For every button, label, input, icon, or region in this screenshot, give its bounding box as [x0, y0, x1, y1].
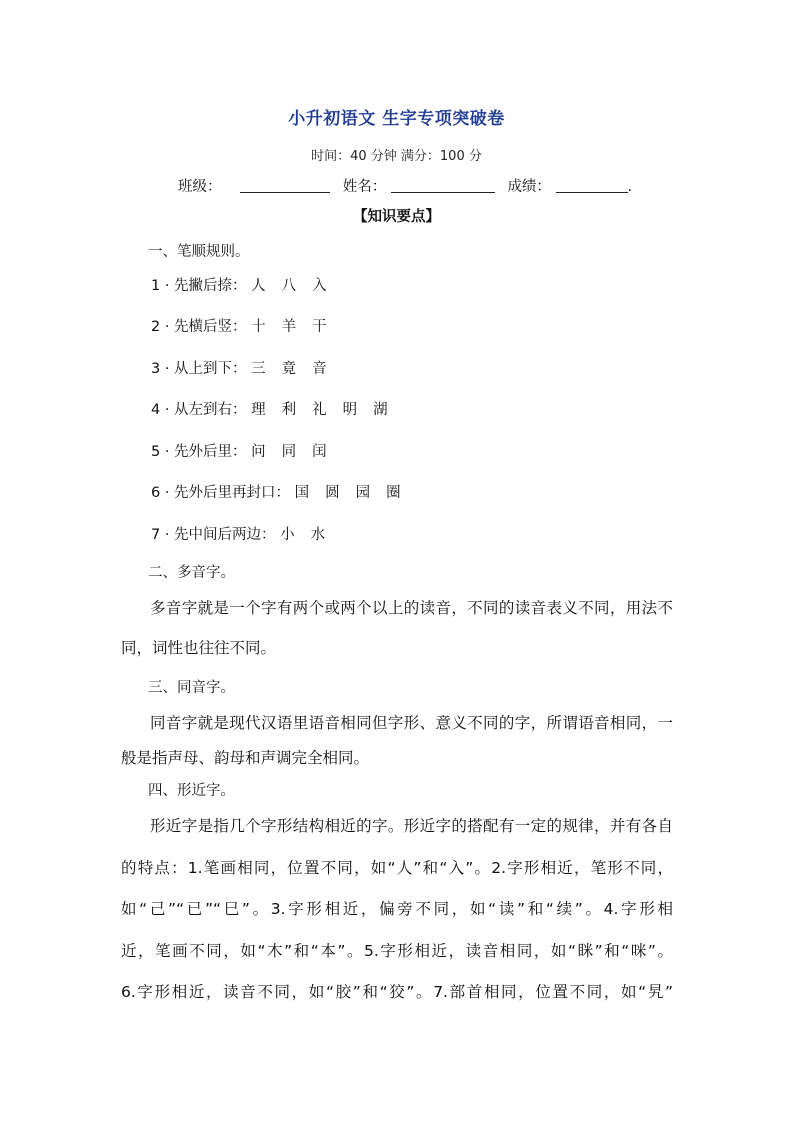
rule-char: 圈 — [386, 485, 401, 501]
rule-char: 小 — [280, 527, 295, 543]
exam-meta: 时间：40 分钟 满分：100 分 — [311, 149, 482, 164]
section-heading: 【知识要点】 — [353, 209, 440, 225]
score-label: 成绩： — [507, 179, 551, 195]
info-trail: . — [627, 179, 633, 195]
rule-char: 八 — [281, 278, 297, 294]
s3-line-1: 同音字就是现代汉语里语音相同但字形、意义不同的字，所谓语音相同，一 — [150, 714, 673, 732]
rule-5 — [151, 440, 343, 461]
rule-label: 7 · 先中间后两边： — [151, 527, 276, 543]
document-title: 小升初语文 生字专项突破卷 — [288, 109, 505, 129]
s2-line-1: 多音字就是一个字有两个或两个以上的读音，不同的读音表义不同，用法不 — [150, 599, 673, 617]
rule-3 — [151, 357, 343, 378]
rule-4 — [151, 398, 404, 419]
name-label: 姓名： — [342, 179, 387, 195]
s4-line-5: 6.字形相近，读音不同，如“胶”和“狡”。7.部首相同，位置不同，如“旯” — [121, 983, 673, 1001]
s4-heading: 四、形近字。 — [148, 783, 235, 799]
score-blank[interactable] — [556, 178, 628, 193]
rule-char: 同 — [281, 444, 297, 460]
s1-heading: 一、笔顺规则。 — [148, 244, 250, 260]
rule-char: 人 — [251, 278, 266, 294]
s3-line-2: 般是指声母、韵母和声调完全相同。 — [121, 749, 370, 767]
rule-label: 6 · 先外后里再封口： — [151, 485, 291, 501]
class-blank[interactable] — [240, 178, 330, 193]
rule-label: 1 · 先撇后捺： — [151, 278, 247, 294]
rule-char: 羊 — [281, 319, 297, 335]
s4-line-2: 的特点：1.笔画相同，位置不同，如“人”和“入”。2.字形相近，笔形不同， — [121, 859, 673, 877]
rule-char: 竟 — [281, 361, 297, 377]
rule-char: 问 — [251, 444, 266, 460]
rule-char: 三 — [251, 361, 266, 377]
rule-char: 十 — [251, 319, 266, 335]
s3-heading: 三、同音字。 — [148, 680, 235, 696]
name-blank[interactable] — [391, 178, 495, 193]
s4-line-3: 如“己”“已”“巳”。3.字形相近，偏旁不同，如“读”和“续”。4.字形相 — [121, 900, 673, 918]
rule-label: 3 · 从上到下： — [151, 361, 247, 377]
rule-char: 干 — [312, 319, 327, 335]
rule-1 — [151, 274, 343, 295]
rule-char: 理 — [251, 402, 266, 418]
rule-label: 4 · 从左到右： — [151, 402, 247, 418]
rule-2 — [151, 315, 343, 336]
rule-char: 水 — [310, 527, 326, 543]
rule-char: 利 — [281, 402, 297, 418]
rule-7 — [151, 523, 341, 544]
s4-line-1: 形近字是指几个字形结构相近的字。形近字的搭配有一定的规律，并有各自 — [150, 817, 673, 835]
student-info-row — [178, 175, 632, 196]
class-label: 班级： — [178, 179, 222, 195]
s4-line-4: 近，笔画不同，如“木”和“本”。5.字形相近，读音相同，如“眯”和“咪”。 — [121, 942, 673, 960]
rule-char: 园 — [355, 485, 371, 501]
rule-char: 明 — [342, 402, 358, 418]
rule-label: 2 · 先横后竖： — [151, 319, 247, 335]
rule-char: 音 — [312, 361, 327, 377]
rule-char: 礼 — [312, 402, 327, 418]
s2-heading: 二、多音字。 — [148, 565, 235, 581]
rule-char: 入 — [312, 278, 327, 294]
rule-char: 湖 — [373, 402, 388, 418]
rule-char: 闰 — [312, 444, 327, 460]
rule-char: 圆 — [325, 485, 340, 501]
rule-label: 5 · 先外后里： — [151, 444, 247, 460]
s2-line-2: 同，词性也往往不同。 — [121, 639, 277, 657]
rule-6 — [151, 481, 417, 502]
rule-char: 国 — [294, 485, 310, 501]
